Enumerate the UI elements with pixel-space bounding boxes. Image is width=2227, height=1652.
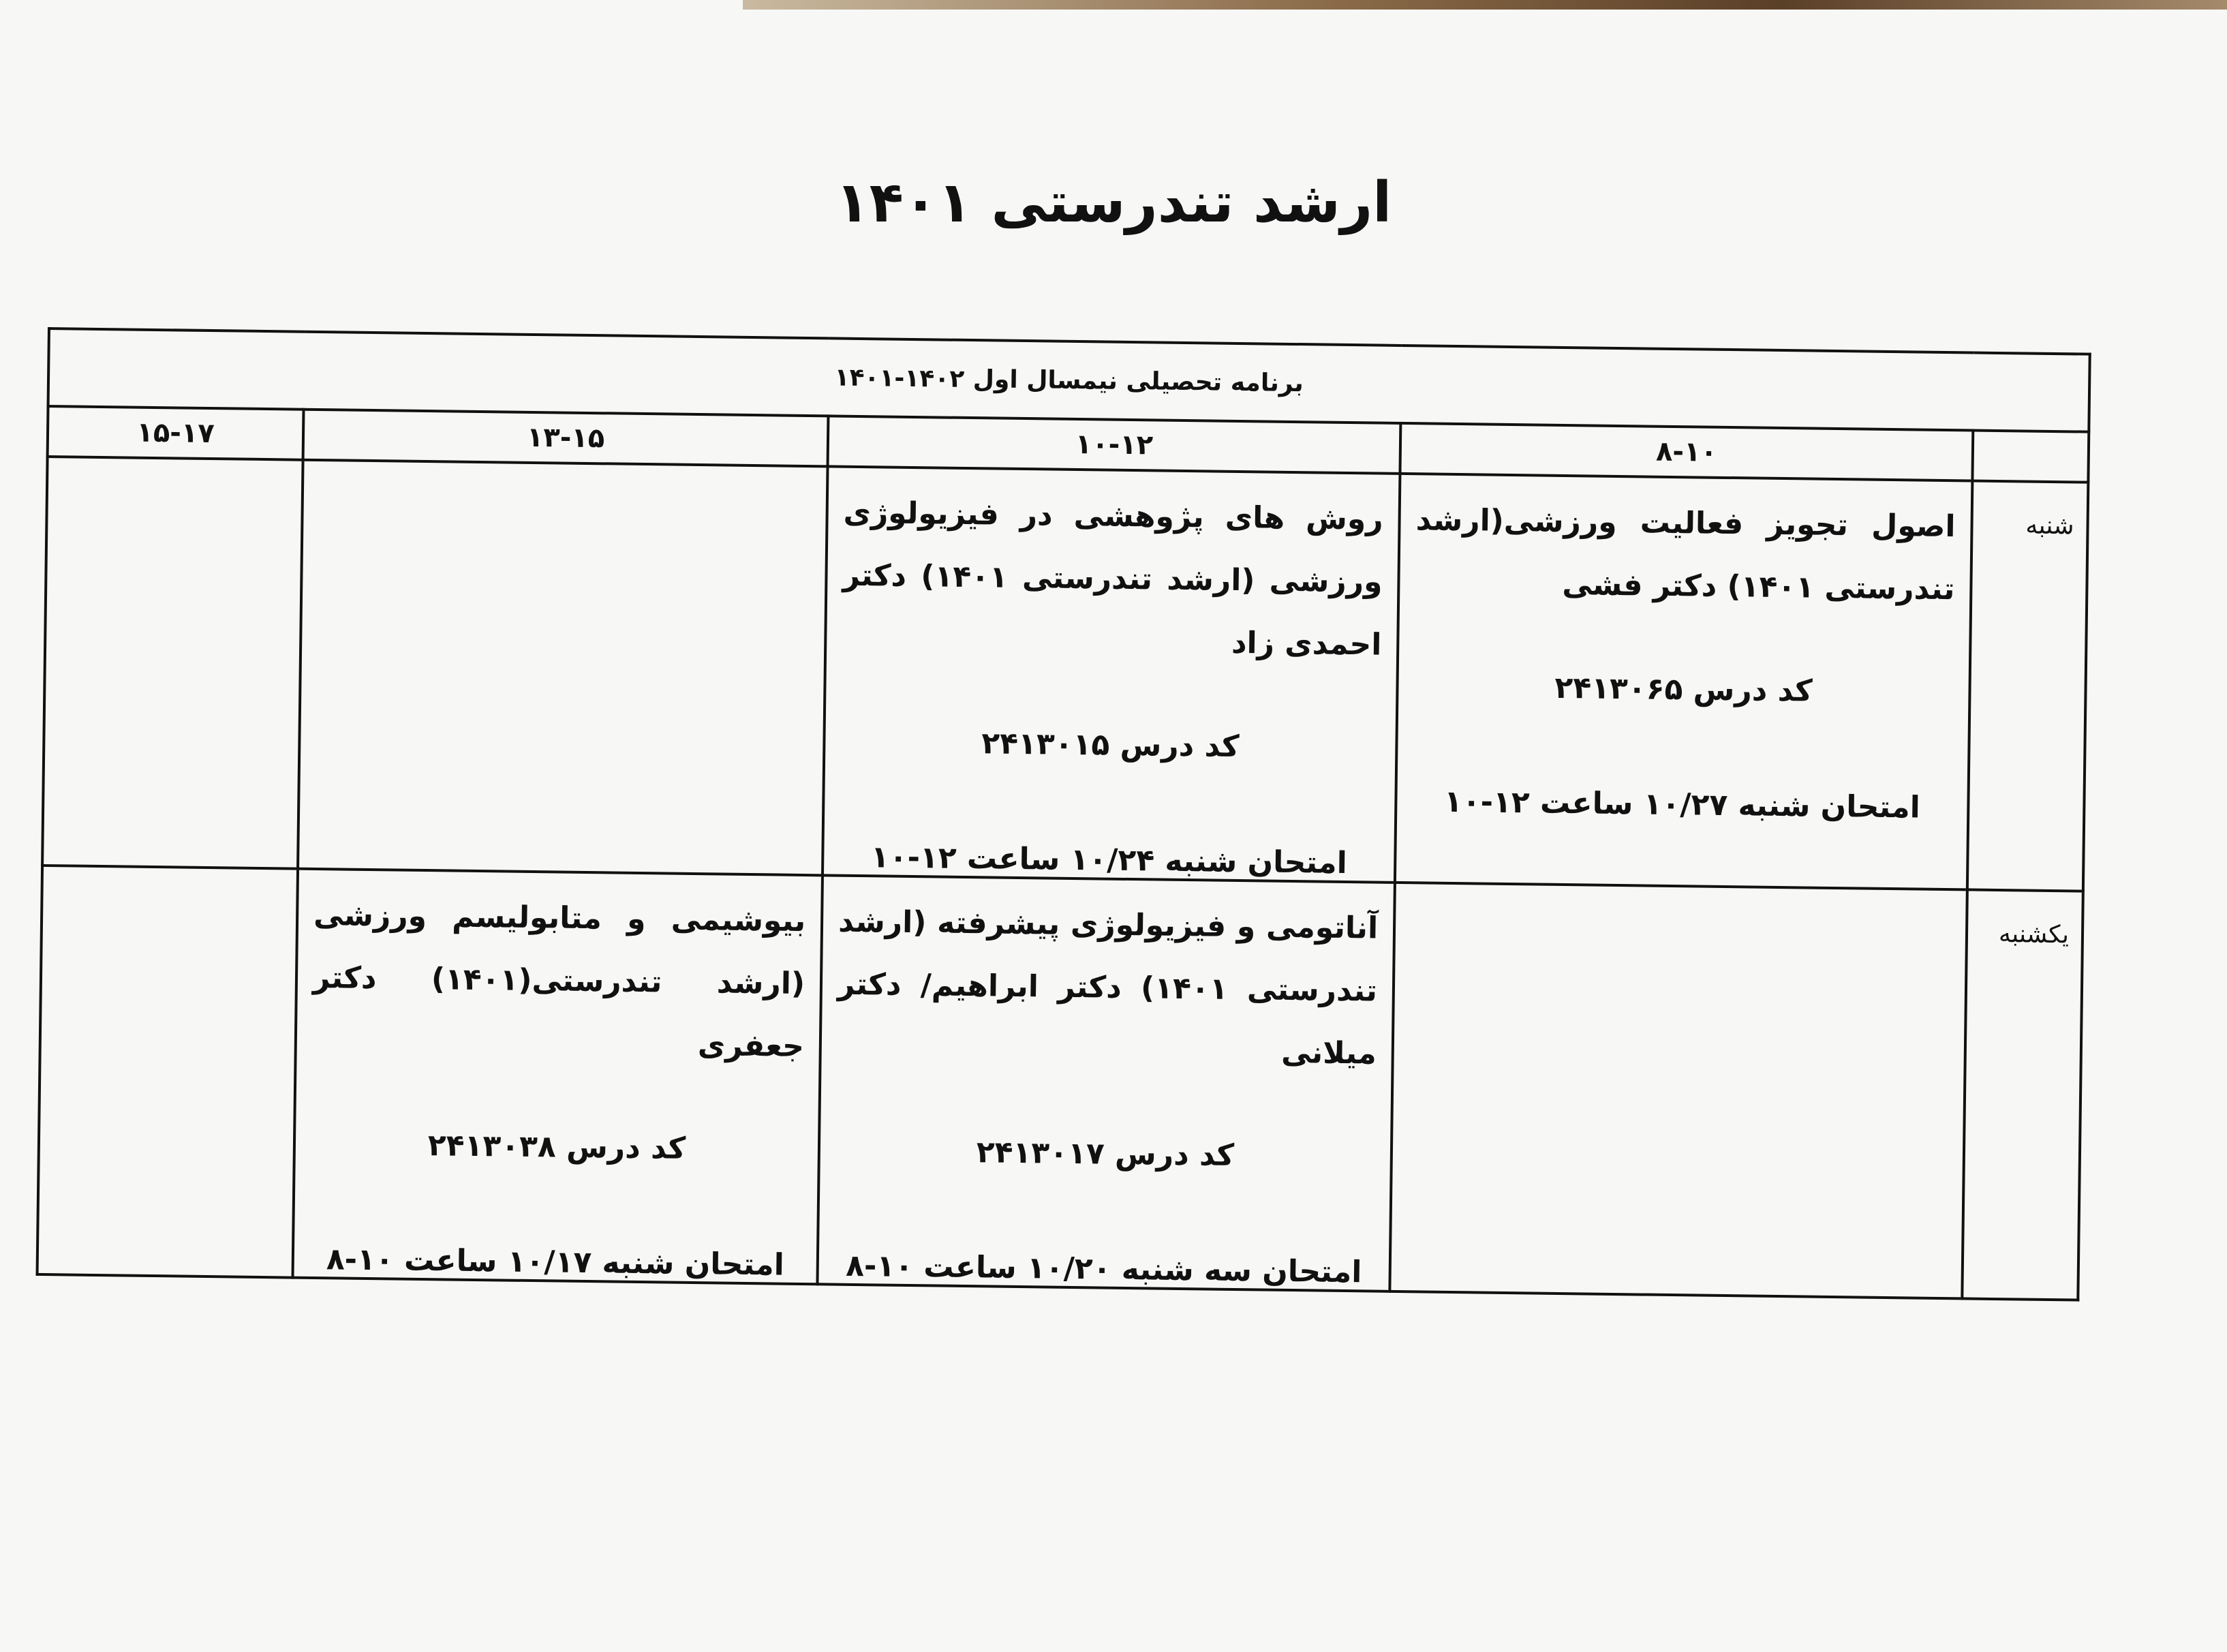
course-code: کد درس ۲۴۱۳۰۳۸ [427,1128,686,1166]
header-time-slot: ۱۰-۱۲ [828,416,1401,474]
schedule-table [36,327,2091,1302]
photo-edge-strip [743,0,2227,10]
course-cell-empty [42,457,303,869]
course-code: کد درس ۲۴۱۳۰۱۷ [976,1135,1235,1173]
course-cell [1395,474,1972,890]
course-cell [817,875,1394,1291]
course-cell-empty [37,866,298,1278]
course-name: آناتومی و فیزیولوژی پیشرفته (ارشد تندرستی ۱۴۰۱) دکتر ابراهیم/ دکتر میلانی [837,904,1379,1071]
course-cell-empty [1389,883,1967,1299]
header-time-slot: ۱۵-۱۷ [48,406,304,460]
course-name: اصول تجویز فعالیت ورزشی(ارشد تندرستی ۱۴۰۱) دکتر فشی [1415,502,1956,607]
header-day-blank [1972,431,2089,483]
course-cell-empty [298,460,827,876]
course-exam: امتحان شنبه ۱۰/۱۷ ساعت ۱۰-۸ [326,1242,785,1283]
course-code: کد درس ۲۴۱۳۰۱۵ [981,726,1240,765]
table-row [37,866,2083,1300]
course-cell [293,869,823,1285]
course-name: بیوشیمی و متابولیسم ورزشی (ارشد تندرستی(۱۴۰۱) دکتر جعفری [312,897,806,1065]
day-label: شنبه [1967,481,2089,891]
course-exam: امتحان شنبه ۱۰/۲۴ ساعت ۱۲-۱۰ [870,840,1348,881]
page-title: ارشد تندرستی ۱۴۰۱ [835,170,1392,235]
table-caption: برنامه تحصیلی نیمسال اول ۱۴۰۲-۱۴۰۱ [48,328,2090,432]
table-row [42,457,2088,891]
header-time-slot: ۸-۱۰ [1400,423,1973,481]
schedule-table-wrapper [36,327,2089,1290]
course-exam: امتحان شنبه ۱۰/۲۷ ساعت ۱۲-۱۰ [1443,784,1921,825]
day-label: یکشنبه [1962,889,2083,1300]
course-name: روش های پژوهشی در فیزیولوژی ورزشی (ارشد تندرستی ۱۴۰۱) دکتر احمدی زاد [842,495,1383,662]
course-cell [823,466,1400,883]
course-code: کد درس ۲۴۱۳۰۶۵ [1554,670,1813,709]
header-time-slot: ۱۳-۱۵ [303,410,829,467]
course-exam: امتحان سه شنبه ۱۰/۲۰ ساعت ۱۰-۸ [845,1248,1362,1290]
